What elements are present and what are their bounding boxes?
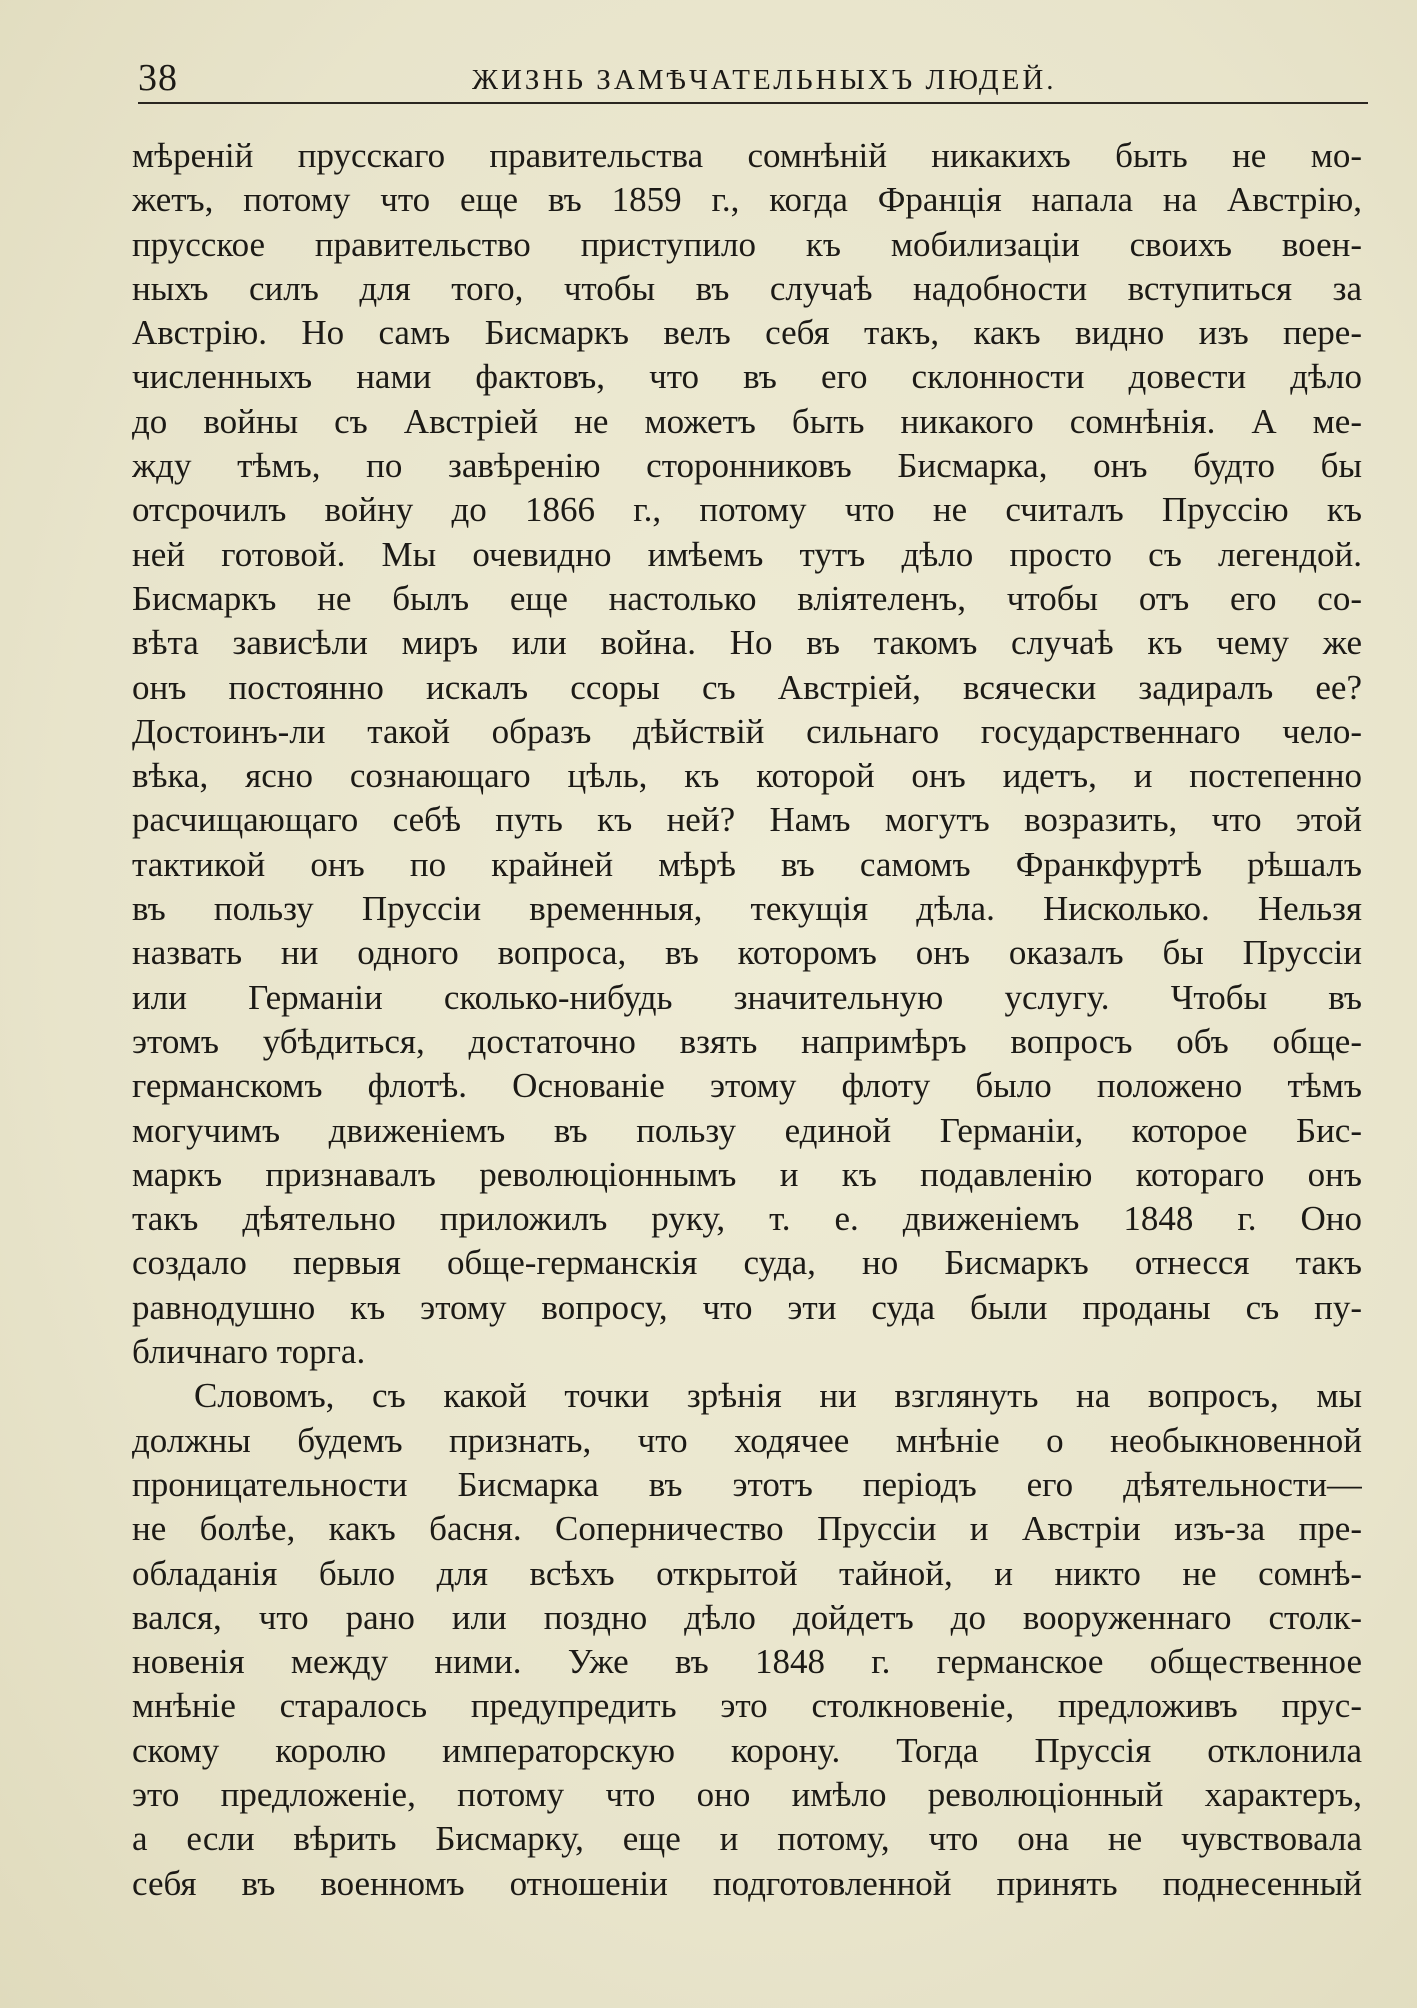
- text-line: назвать ни одного вопроса, въ которомъ онъ оказалъ бы Пруссіи: [132, 933, 1362, 973]
- page-header: [138, 52, 1368, 104]
- text-line: мнѣніе старалось предупредить это столкновеніе, предложивъ прус-: [132, 1686, 1362, 1726]
- text-line: этомъ убѣдиться, достаточно взять напримѣръ вопросъ объ обще-: [132, 1021, 1362, 1061]
- text-line: вѣта зависѣли миръ или война. Но въ такомъ случаѣ къ чему же: [132, 623, 1362, 663]
- text-line: въ пользу Пруссіи временныя, текущія дѣла. Нисколько. Нельзя: [132, 889, 1362, 929]
- header-rule: [138, 102, 1368, 104]
- body-text: [132, 134, 1362, 1906]
- text-line: тактикой онъ по крайней мѣрѣ въ самомъ Франкфуртѣ рѣшалъ: [132, 844, 1362, 884]
- text-line: это предложеніе, потому что оно имѣло революціонный характеръ,: [132, 1774, 1362, 1814]
- text-line: могучимъ движеніемъ въ пользу единой Германіи, которое Бис-: [132, 1110, 1362, 1150]
- text-line: жду тѣмъ, по завѣренію сторонниковъ Бисмарка, онъ будто бы: [132, 446, 1362, 486]
- text-line: жетъ, потому что еще въ 1859 г., когда Франція напала на Австрію,: [132, 180, 1362, 220]
- text-line: германскомъ флотѣ. Основаніе этому флоту было положено тѣмъ: [132, 1066, 1362, 1106]
- text-line: до войны съ Австріей не можетъ быть никакого сомнѣнія. А ме-: [132, 401, 1362, 441]
- text-line: отсрочилъ войну до 1866 г., потому что не считалъ Пруссію къ: [132, 490, 1362, 530]
- running-title: ЖИЗНЬ ЗАМѢЧАТЕЛЬНЫХЪ ЛЮДЕЙ.: [472, 64, 1057, 96]
- text-line: новенія между ними. Уже въ 1848 г. германское общественное: [132, 1642, 1362, 1682]
- text-line: себя въ военномъ отношеніи подготовленной принять поднесенный: [132, 1863, 1362, 1903]
- text-line: должны будемъ признать, что ходячее мнѣніе о необыкновенной: [132, 1420, 1362, 1460]
- paragraph-last-line: бличнаго торга.: [132, 1332, 366, 1372]
- text-line: мѣреній прусскаго правительства сомнѣній никакихъ быть не мо-: [132, 136, 1362, 175]
- text-line: равнодушно къ этому вопросу, что эти суда были проданы съ пу-: [132, 1287, 1362, 1327]
- text-line: а если вѣрить Бисмарку, еще и потому, что она не чувствовала: [132, 1819, 1362, 1859]
- text-line: создало первыя обще-германскія суда, но Бисмаркъ отнесся такъ: [132, 1243, 1362, 1283]
- text-line: обладанія было для всѣхъ открытой тайной, и никто не сомнѣ-: [132, 1553, 1362, 1593]
- text-line: или Германіи сколько-нибудь значительную услугу. Чтобы въ: [132, 977, 1362, 1017]
- text-line: вался, что рано или поздно дѣло дойдетъ до вооруженнаго столк-: [132, 1597, 1362, 1637]
- text-line: такъ дѣятельно приложилъ руку, т. е. движеніемъ 1848 г. Оно: [132, 1199, 1362, 1239]
- text-line: вѣка, ясно сознающаго цѣль, къ которой онъ идетъ, и постепенно: [132, 756, 1362, 796]
- text-line: численныхъ нами фактовъ, что въ его склонности довести дѣло: [132, 357, 1362, 397]
- text-line: ныхъ силъ для того, чтобы въ случаѣ надобности вступиться за: [132, 268, 1362, 308]
- text-line: онъ постоянно искалъ ссоры съ Австріей, всячески задиралъ ее?: [132, 667, 1362, 707]
- text-line: не болѣе, какъ басня. Соперничество Пруссіи и Австріи изъ-за пре-: [132, 1509, 1362, 1549]
- page-number: 38: [138, 57, 178, 99]
- text-line: скому королю императорскую корону. Тогда Пруссія отклонила: [132, 1730, 1362, 1770]
- text-line: проницательности Бисмарка въ этотъ періодъ его дѣятельности—: [132, 1464, 1362, 1504]
- text-line: прусское правительство приступило къ мобилизаціи своихъ воен-: [132, 224, 1362, 264]
- text-line: Австрію. Но самъ Бисмаркъ велъ себя такъ, какъ видно изъ пере-: [132, 313, 1362, 353]
- text-line: расчищающаго себѣ путь къ ней? Намъ могутъ возразить, что этой: [132, 800, 1362, 840]
- text-line: ней готовой. Мы очевидно имѣемъ тутъ дѣло просто съ легендой.: [132, 534, 1362, 574]
- text-line: Достоинъ-ли такой образъ дѣйствій сильнаго государственнаго чело-: [132, 711, 1362, 751]
- paragraph-first-line: Словомъ, съ какой точки зрѣнія ни взглянуть на вопросъ, мы: [194, 1376, 1362, 1416]
- text-line: маркъ признавалъ революціоннымъ и къ подавленію котораго онъ: [132, 1154, 1362, 1194]
- text-line: Бисмаркъ не былъ еще настолько вліятеленъ, чтобы отъ его со-: [132, 578, 1362, 618]
